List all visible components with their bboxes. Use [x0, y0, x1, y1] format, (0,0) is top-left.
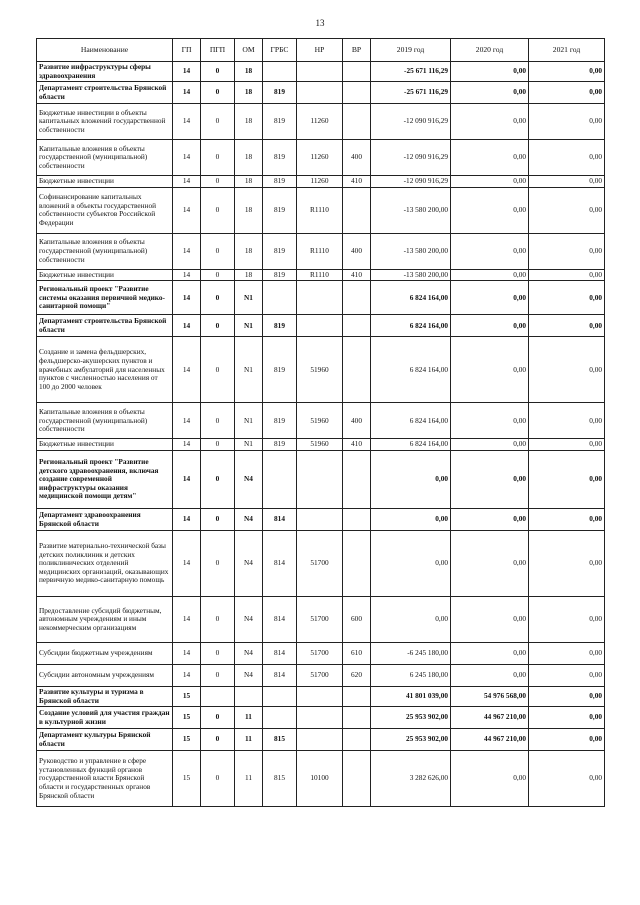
cell-pgp: 0: [201, 403, 235, 439]
cell-grbs: [263, 707, 297, 729]
cell-gp: 14: [173, 233, 201, 269]
cell-grbs: 819: [263, 176, 297, 188]
cell-name: Региональный проект "Развитие детского здравоохранения, включая создание современной инфраструктуры оказания медицинской помощи детям": [37, 451, 173, 509]
cell-2020: 44 967 210,00: [451, 707, 529, 729]
cell-2020: 0,00: [451, 403, 529, 439]
cell-pgp: 0: [201, 531, 235, 597]
header-vr: ВР: [343, 39, 371, 62]
cell-pgp: 0: [201, 643, 235, 665]
cell-om: N1: [235, 315, 263, 337]
cell-2021: 0,00: [529, 665, 605, 687]
cell-pgp: 0: [201, 597, 235, 643]
table-row: [37, 665, 605, 687]
cell-om: 18: [235, 140, 263, 176]
cell-om: N1: [235, 403, 263, 439]
cell-2021: 0,00: [529, 140, 605, 176]
cell-2021: 0,00: [529, 451, 605, 509]
cell-name: Бюджетные инвестиции: [37, 439, 173, 451]
cell-gp: 14: [173, 62, 201, 82]
cell-gp: 14: [173, 82, 201, 104]
cell-name: Бюджетные инвестиции: [37, 269, 173, 281]
cell-vr: [343, 337, 371, 403]
cell-vr: [343, 707, 371, 729]
cell-vr: [343, 104, 371, 140]
cell-name: Департамент строительства Брянской области: [37, 82, 173, 104]
cell-grbs: 814: [263, 531, 297, 597]
cell-nr: [297, 62, 343, 82]
table-row: [37, 707, 605, 729]
cell-nr: 51960: [297, 337, 343, 403]
page-number: 13: [315, 18, 325, 28]
cell-2019: -6 245 180,00: [371, 643, 451, 665]
cell-grbs: 819: [263, 140, 297, 176]
cell-2020: 54 976 568,00: [451, 687, 529, 707]
table-row: [37, 104, 605, 140]
cell-2021: 0,00: [529, 281, 605, 315]
table-row: [37, 729, 605, 751]
cell-name: Развитие инфраструктуры сферы здравоохранения: [37, 62, 173, 82]
cell-pgp: 0: [201, 439, 235, 451]
cell-2021: 0,00: [529, 269, 605, 281]
cell-pgp: 0: [201, 729, 235, 751]
cell-pgp: 0: [201, 62, 235, 82]
cell-vr: [343, 531, 371, 597]
cell-nr: 11260: [297, 140, 343, 176]
cell-grbs: [263, 687, 297, 707]
cell-grbs: 819: [263, 315, 297, 337]
cell-om: 18: [235, 233, 263, 269]
cell-2021: 0,00: [529, 597, 605, 643]
cell-grbs: 819: [263, 104, 297, 140]
cell-om: N1: [235, 281, 263, 315]
cell-2019: 6 824 164,00: [371, 315, 451, 337]
cell-nr: 10100: [297, 751, 343, 807]
cell-gp: 14: [173, 597, 201, 643]
cell-2021: 0,00: [529, 531, 605, 597]
cell-2021: 0,00: [529, 509, 605, 531]
cell-2020: 0,00: [451, 751, 529, 807]
table-header-row: [37, 39, 605, 62]
cell-name: Субсидии автономным учреждениям: [37, 665, 173, 687]
cell-gp: 14: [173, 187, 201, 233]
cell-pgp: 0: [201, 82, 235, 104]
cell-2019: 0,00: [371, 531, 451, 597]
cell-2019: 6 824 164,00: [371, 281, 451, 315]
header-2021: 2021 год: [529, 39, 605, 62]
cell-gp: 14: [173, 531, 201, 597]
cell-vr: [343, 315, 371, 337]
cell-2019: -25 671 116,29: [371, 82, 451, 104]
cell-om: 18: [235, 62, 263, 82]
cell-om: [235, 687, 263, 707]
cell-2019: 6 824 164,00: [371, 337, 451, 403]
cell-2019: 0,00: [371, 509, 451, 531]
table-row: [37, 643, 605, 665]
cell-vr: 410: [343, 269, 371, 281]
cell-name: Бюджетные инвестиции в объекты капитальных вложений государственной собственности: [37, 104, 173, 140]
cell-2019: 41 801 039,00: [371, 687, 451, 707]
cell-2021: 0,00: [529, 687, 605, 707]
cell-name: Бюджетные инвестиции: [37, 176, 173, 188]
cell-2019: 0,00: [371, 451, 451, 509]
cell-2019: 0,00: [371, 597, 451, 643]
header-gp: ГП: [173, 39, 201, 62]
cell-2020: 0,00: [451, 597, 529, 643]
cell-gp: 14: [173, 403, 201, 439]
cell-name: Софинансирование капитальных вложений в объекты государственной собственности субъектов Российской Федерации: [37, 187, 173, 233]
table-row: [37, 281, 605, 315]
table-row: [37, 176, 605, 188]
budget-table: [36, 38, 605, 807]
cell-pgp: 0: [201, 104, 235, 140]
cell-pgp: 0: [201, 707, 235, 729]
cell-grbs: 819: [263, 233, 297, 269]
cell-gp: 15: [173, 707, 201, 729]
table-row: [37, 531, 605, 597]
cell-om: N4: [235, 451, 263, 509]
cell-2020: 0,00: [451, 315, 529, 337]
cell-grbs: 819: [263, 187, 297, 233]
cell-gp: 14: [173, 176, 201, 188]
cell-pgp: 0: [201, 337, 235, 403]
table-row: [37, 140, 605, 176]
cell-grbs: 819: [263, 439, 297, 451]
table-row: [37, 82, 605, 104]
header-2020: 2020 год: [451, 39, 529, 62]
cell-om: 11: [235, 707, 263, 729]
cell-name: Руководство и управление в сфере установленных функций органов государственной власти Брянской области и государственных органов Брянской области: [37, 751, 173, 807]
cell-2021: 0,00: [529, 729, 605, 751]
cell-vr: 410: [343, 439, 371, 451]
cell-2019: -12 090 916,29: [371, 176, 451, 188]
table-row: [37, 751, 605, 807]
cell-gp: 14: [173, 439, 201, 451]
cell-vr: [343, 687, 371, 707]
cell-2019: 25 953 902,00: [371, 707, 451, 729]
cell-name: Департамент культуры Брянской области: [37, 729, 173, 751]
cell-2019: -12 090 916,29: [371, 140, 451, 176]
cell-vr: [343, 729, 371, 751]
table-row: [37, 439, 605, 451]
cell-name: Капитальные вложения в объекты государственной (муниципальной) собственности: [37, 233, 173, 269]
cell-grbs: 815: [263, 729, 297, 751]
cell-2020: 0,00: [451, 233, 529, 269]
cell-om: 18: [235, 176, 263, 188]
cell-om: 18: [235, 104, 263, 140]
cell-nr: 51700: [297, 665, 343, 687]
cell-2021: 0,00: [529, 233, 605, 269]
cell-nr: [297, 729, 343, 751]
cell-2019: -13 580 200,00: [371, 233, 451, 269]
cell-gp: 14: [173, 643, 201, 665]
cell-vr: 620: [343, 665, 371, 687]
cell-om: N4: [235, 531, 263, 597]
cell-gp: 14: [173, 269, 201, 281]
cell-vr: [343, 82, 371, 104]
cell-2021: 0,00: [529, 643, 605, 665]
cell-name: Создание условий для участия граждан в культурной жизни: [37, 707, 173, 729]
cell-2019: 3 282 626,00: [371, 751, 451, 807]
cell-nr: R1110: [297, 187, 343, 233]
cell-grbs: 814: [263, 665, 297, 687]
cell-pgp: 0: [201, 509, 235, 531]
header-2019: 2019 год: [371, 39, 451, 62]
cell-name: Региональный проект "Развитие системы оказания первичной медико-санитарной помощи": [37, 281, 173, 315]
cell-2020: 0,00: [451, 62, 529, 82]
table-body: [37, 62, 605, 807]
cell-2020: 0,00: [451, 531, 529, 597]
cell-pgp: 0: [201, 315, 235, 337]
cell-vr: [343, 187, 371, 233]
cell-vr: [343, 62, 371, 82]
cell-nr: 11260: [297, 176, 343, 188]
cell-2020: 0,00: [451, 509, 529, 531]
cell-vr: 610: [343, 643, 371, 665]
cell-2021: 0,00: [529, 104, 605, 140]
header-pgp: ПГП: [201, 39, 235, 62]
cell-grbs: 819: [263, 337, 297, 403]
cell-2019: -12 090 916,29: [371, 104, 451, 140]
cell-2021: 0,00: [529, 187, 605, 233]
cell-nr: [297, 707, 343, 729]
cell-vr: [343, 281, 371, 315]
cell-pgp: 0: [201, 269, 235, 281]
cell-2019: 6 824 164,00: [371, 439, 451, 451]
cell-om: 18: [235, 187, 263, 233]
table-row: [37, 403, 605, 439]
cell-name: Развитие материально-технической базы детских поликлиник и детских поликлинических отделений медицинских организаций, оказывающих первичную медико-санитарную помощь: [37, 531, 173, 597]
cell-2021: 0,00: [529, 439, 605, 451]
cell-nr: [297, 281, 343, 315]
cell-2021: 0,00: [529, 337, 605, 403]
cell-nr: 51700: [297, 531, 343, 597]
cell-2019: -13 580 200,00: [371, 187, 451, 233]
cell-pgp: 0: [201, 281, 235, 315]
header-grbs: ГРБС: [263, 39, 297, 62]
table-row: [37, 187, 605, 233]
cell-om: 18: [235, 269, 263, 281]
cell-nr: R1110: [297, 269, 343, 281]
cell-pgp: [201, 687, 235, 707]
cell-gp: 14: [173, 451, 201, 509]
cell-2019: 6 245 180,00: [371, 665, 451, 687]
cell-2019: -25 671 116,29: [371, 62, 451, 82]
table-row: [37, 337, 605, 403]
cell-name: Департамент здравоохранения Брянской области: [37, 509, 173, 531]
cell-2020: 0,00: [451, 281, 529, 315]
cell-om: N4: [235, 665, 263, 687]
cell-2020: 0,00: [451, 140, 529, 176]
cell-gp: 15: [173, 751, 201, 807]
cell-2020: 0,00: [451, 439, 529, 451]
table-row: [37, 687, 605, 707]
table-row: [37, 597, 605, 643]
table-row: [37, 315, 605, 337]
cell-nr: [297, 687, 343, 707]
cell-2021: 0,00: [529, 62, 605, 82]
cell-vr: 600: [343, 597, 371, 643]
cell-vr: [343, 451, 371, 509]
cell-pgp: 0: [201, 751, 235, 807]
cell-gp: 14: [173, 140, 201, 176]
cell-2020: 0,00: [451, 176, 529, 188]
cell-name: Капитальные вложения в объекты государственной (муниципальной) собственности: [37, 140, 173, 176]
cell-vr: 400: [343, 403, 371, 439]
cell-vr: 400: [343, 140, 371, 176]
cell-name: Развитие культуры и туризма в Брянской области: [37, 687, 173, 707]
cell-grbs: 819: [263, 269, 297, 281]
cell-2021: 0,00: [529, 751, 605, 807]
cell-om: 11: [235, 751, 263, 807]
cell-pgp: 0: [201, 665, 235, 687]
cell-2020: 0,00: [451, 104, 529, 140]
cell-nr: 11260: [297, 104, 343, 140]
table-row: [37, 269, 605, 281]
cell-2020: 0,00: [451, 665, 529, 687]
cell-vr: 400: [343, 233, 371, 269]
cell-nr: 51960: [297, 403, 343, 439]
cell-nr: [297, 315, 343, 337]
cell-om: N1: [235, 439, 263, 451]
cell-nr: R1110: [297, 233, 343, 269]
cell-2021: 0,00: [529, 82, 605, 104]
cell-name: Капитальные вложения в объекты государственной (муниципальной) собственности: [37, 403, 173, 439]
cell-pgp: 0: [201, 140, 235, 176]
table-row: [37, 509, 605, 531]
cell-gp: 14: [173, 509, 201, 531]
cell-pgp: 0: [201, 233, 235, 269]
cell-grbs: 814: [263, 597, 297, 643]
cell-2020: 0,00: [451, 269, 529, 281]
cell-2020: 0,00: [451, 643, 529, 665]
cell-2021: 0,00: [529, 315, 605, 337]
cell-grbs: [263, 451, 297, 509]
cell-2019: 25 953 902,00: [371, 729, 451, 751]
cell-name: Субсидии бюджетным учреждениям: [37, 643, 173, 665]
cell-grbs: 819: [263, 82, 297, 104]
cell-nr: [297, 509, 343, 531]
cell-nr: 51700: [297, 597, 343, 643]
cell-grbs: 819: [263, 403, 297, 439]
cell-grbs: [263, 281, 297, 315]
cell-2019: -13 580 200,00: [371, 269, 451, 281]
table-row: [37, 451, 605, 509]
cell-2019: 6 824 164,00: [371, 403, 451, 439]
cell-pgp: 0: [201, 451, 235, 509]
cell-2020: 44 967 210,00: [451, 729, 529, 751]
cell-nr: [297, 451, 343, 509]
cell-2020: 0,00: [451, 451, 529, 509]
cell-om: 11: [235, 729, 263, 751]
cell-om: N4: [235, 509, 263, 531]
cell-2021: 0,00: [529, 176, 605, 188]
cell-gp: 14: [173, 337, 201, 403]
cell-om: N1: [235, 337, 263, 403]
cell-vr: [343, 509, 371, 531]
cell-grbs: 815: [263, 751, 297, 807]
cell-gp: 15: [173, 729, 201, 751]
table-row: [37, 233, 605, 269]
table-row: [37, 62, 605, 82]
cell-pgp: 0: [201, 187, 235, 233]
cell-2020: 0,00: [451, 337, 529, 403]
cell-grbs: [263, 62, 297, 82]
cell-2020: 0,00: [451, 187, 529, 233]
cell-om: 18: [235, 82, 263, 104]
cell-grbs: 814: [263, 643, 297, 665]
header-nr: НР: [297, 39, 343, 62]
cell-nr: 51960: [297, 439, 343, 451]
cell-gp: 14: [173, 281, 201, 315]
cell-gp: 14: [173, 665, 201, 687]
cell-vr: 410: [343, 176, 371, 188]
cell-gp: 14: [173, 315, 201, 337]
cell-nr: [297, 82, 343, 104]
cell-2021: 0,00: [529, 707, 605, 729]
cell-2020: 0,00: [451, 82, 529, 104]
cell-gp: 15: [173, 687, 201, 707]
cell-pgp: 0: [201, 176, 235, 188]
cell-om: N4: [235, 597, 263, 643]
cell-gp: 14: [173, 104, 201, 140]
cell-vr: [343, 751, 371, 807]
cell-nr: 51700: [297, 643, 343, 665]
cell-name: Департамент строительства Брянской области: [37, 315, 173, 337]
cell-name: Создание и замена фельдшерских, фельдшерско-акушерских пунктов и врачебных амбулаторий для населенных пунктов с численностью населения от 100 до 2000 человек: [37, 337, 173, 403]
header-name: Наименование: [37, 39, 173, 62]
cell-2021: 0,00: [529, 403, 605, 439]
cell-name: Предоставление субсидий бюджетным, автономным учреждениям и иным некоммерческим организациям: [37, 597, 173, 643]
cell-grbs: 814: [263, 509, 297, 531]
cell-om: N4: [235, 643, 263, 665]
header-om: ОМ: [235, 39, 263, 62]
